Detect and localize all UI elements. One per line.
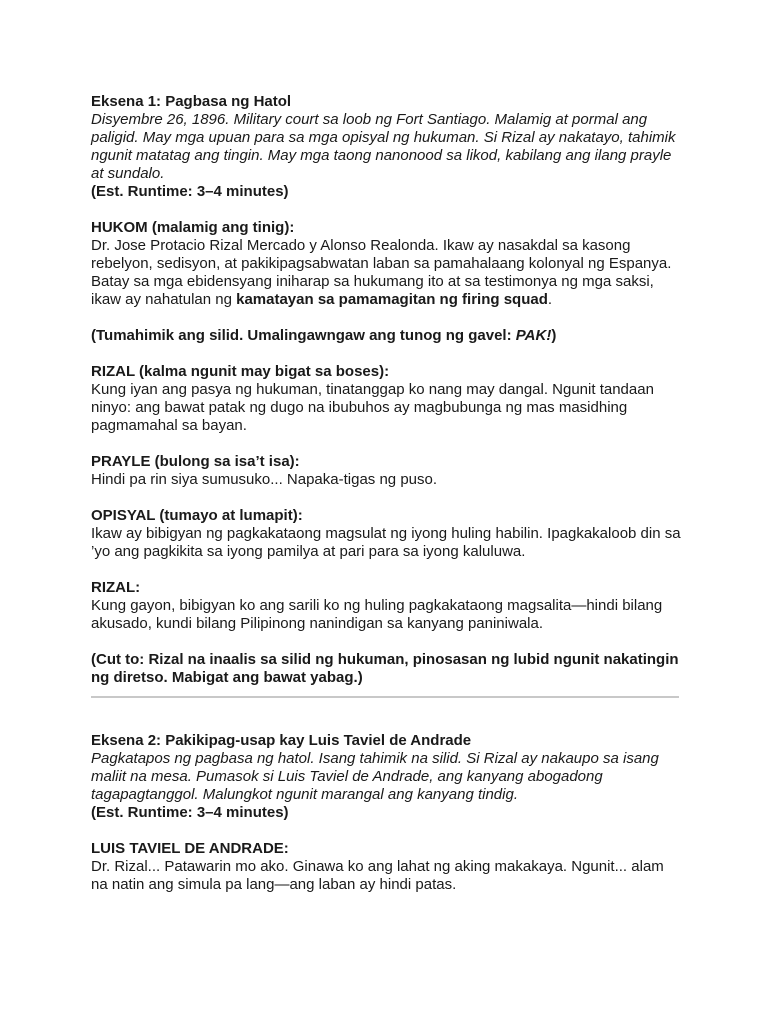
hukom-dialogue xyxy=(91,237,681,309)
prayle-dialogue: Hindi pa rin siya sumusuko... Napaka-tigas ng puso. xyxy=(91,471,438,488)
scene1-heading: Eksena 1: Pagbasa ng Hatol xyxy=(91,93,292,110)
stage-direction-gavel-sound: PAK! xyxy=(515,327,552,344)
document-page xyxy=(91,93,681,894)
stage-direction-gavel-end: ) xyxy=(551,327,557,344)
stage-direction-gavel-text: (Tumahimik ang silid. Umalingawngaw ang tunog ng gavel: xyxy=(91,327,516,344)
stage-direction-gavel xyxy=(91,327,681,345)
scene2-description: Pagkatapos ng pagbasa ng hatol. Isang tahimik na silid. Si Rizal ay nakaupo sa isang maliit na mesa. Pumasok si Luis Taviel de Andrade, ang kanyang abogadong tagapagtanggol. Malungkot ngunit marangal ang kanyang tindig. xyxy=(91,750,659,803)
luis-speaker: LUIS TAVIEL DE ANDRADE: xyxy=(91,840,289,857)
scene2-heading: Eksena 2: Pakikipag-usap kay Luis Taviel de Andrade xyxy=(91,732,472,749)
rizal-speaker-1: RIZAL (kalma ngunit may bigat sa boses): xyxy=(91,363,390,380)
prayle-speaker: PRAYLE (bulong sa isa’t isa): xyxy=(91,453,300,470)
hukom-speaker: HUKOM (malamig ang tinig): xyxy=(91,219,295,236)
hukom-dialogue-text: Dr. Jose Protacio Rizal Mercado y Alonso Realonda. Ikaw ay nasakdal sa kasong rebelyon, sedisyon, at pakikipagsabwatan laban sa pamahalaang kolonyal ng Espanya. Batay sa mga ebidensyang iniharap sa hukumang ito at sa testimonya ng mga saksi, ikaw ay nahatulan ng xyxy=(91,237,672,308)
stage-direction-cut: (Cut to: Rizal na inaalis sa silid ng hukuman, pinosasan ng lubid ngunit nakatingin ng diretso. Mabigat ang bawat yabag.) xyxy=(91,651,679,686)
scene1-runtime: (Est. Runtime: 3–4 minutes) xyxy=(91,183,289,200)
opisyal-speaker: OPISYAL (tumayo at lumapit): xyxy=(91,507,303,524)
rizal-dialogue-1: Kung iyan ang pasya ng hukuman, tinatanggap ko nang may dangal. Ngunit tandaan ninyo: ang bawat patak ng dugo na ibubuhos ay magbubunga ng mas masidhing pagmamahal sa bayan. xyxy=(91,381,654,434)
rizal-speaker-2: RIZAL: xyxy=(91,579,141,596)
luis-dialogue: Dr. Rizal... Patawarin mo ako. Ginawa ko ang lahat ng aking makakaya. Ngunit... alam na natin ang simula pa lang—ang laban ay hindi patas. xyxy=(91,858,664,893)
rizal-dialogue-2: Kung gayon, bibigyan ko ang sarili ko ng huling pagkakataong magsalita—hindi bilang akusado, kundi bilang Pilipinong nanindigan sa kanyang paniniwala. xyxy=(91,597,663,632)
scene1-description: Disyembre 26, 1896. Military court sa loob ng Fort Santiago. Malamig at pormal ang paligid. May mga upuan para sa mga opisyal ng hukuman. Si Rizal ay nakatayo, tahimik ngunit matatag ang tingin. May mga taong nanonood sa likod, kabilang ang ilang prayle at sundalo. xyxy=(91,111,676,182)
scene2-runtime: (Est. Runtime: 3–4 minutes) xyxy=(91,804,289,821)
hukom-dialogue-end: . xyxy=(547,291,553,308)
opisyal-dialogue: Ikaw ay bibigyan ng pagkakataong magsulat ng iyong huling habilin. Ipagkakaloob din sa ’yo ang pagkikita sa iyong pamilya at pari para sa iyong kaluluwa. xyxy=(91,525,681,560)
hukom-dialogue-verdict: kamatayan sa pamamagitan ng firing squad xyxy=(236,291,548,308)
